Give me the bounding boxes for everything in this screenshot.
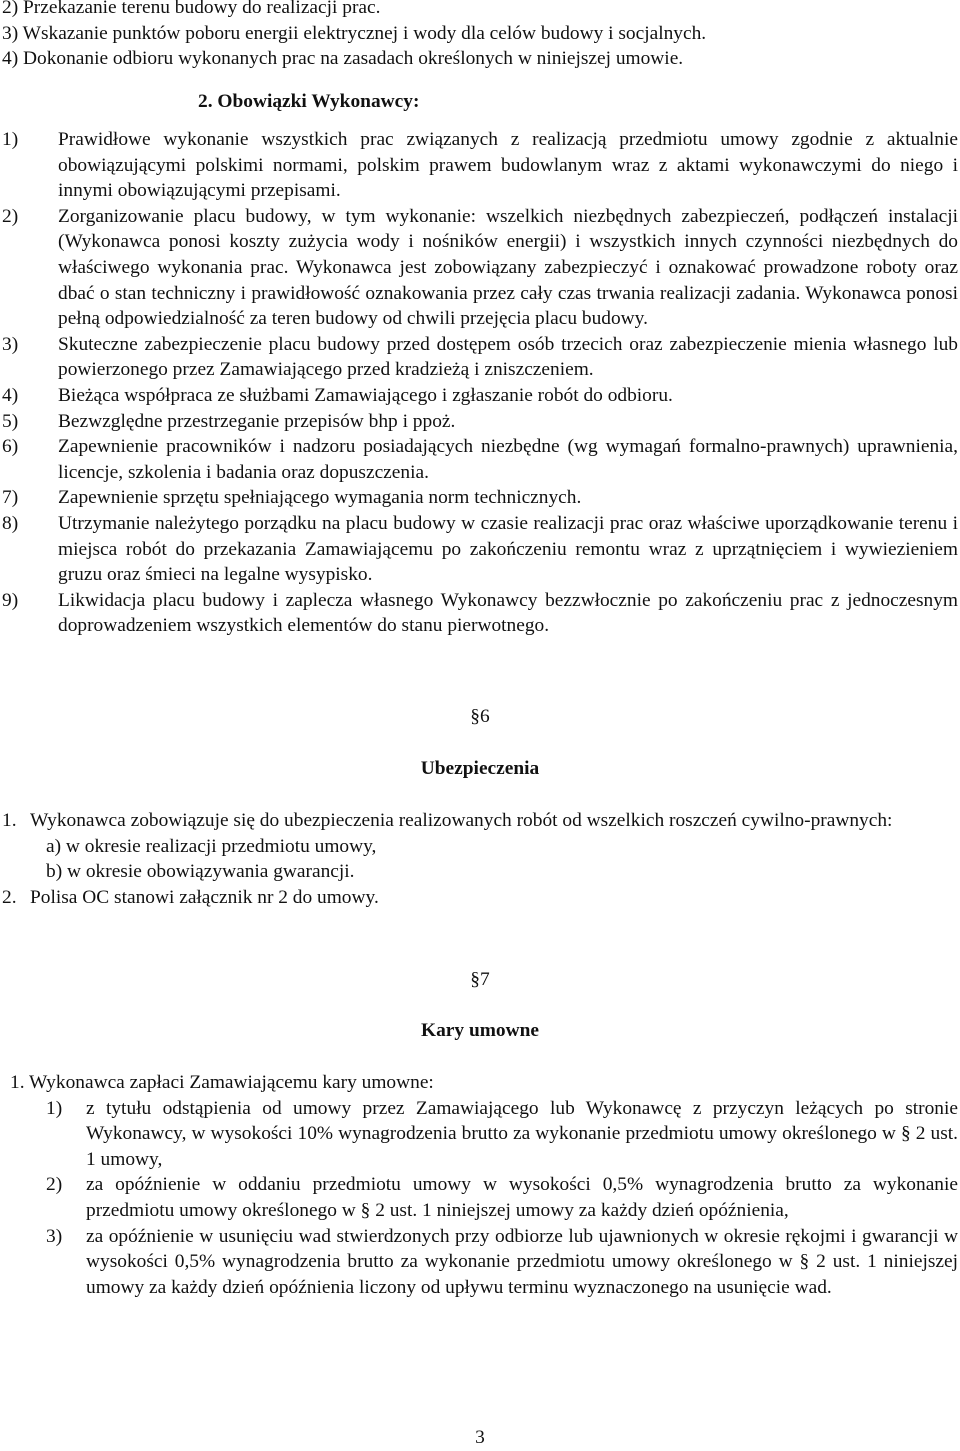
item-number: 4) xyxy=(2,384,19,406)
penalties-intro: 1. Wykonawca zapłaci Zamawiającemu kary umowne: xyxy=(10,1072,434,1093)
paragraph-7-symbol: §7 xyxy=(470,969,490,990)
page-number: 3 xyxy=(475,1427,485,1448)
item-text: Polisa OC stanowi załącznik nr 2 do umowy. xyxy=(30,886,379,908)
item-number: 7) xyxy=(2,487,19,509)
item-text: za opóźnienie w oddaniu przedmiotu umowy w wysokości 0,5% wynagrodzenia brutto za wykonanie przedmiotu umowy określonego w § 2 ust. 1 niniejszej umowy za każdy dzień opóźnienia, xyxy=(86,1174,958,1221)
top-item-2: 2) Przekazanie terenu budowy do realizacji prac. xyxy=(2,0,381,18)
item-number: 6) xyxy=(2,436,19,458)
item-text: Wykonawca zobowiązuje się do ubezpieczenia realizowanych robót od wszelkich roszczeń cywilno-prawnych: xyxy=(30,810,893,831)
item-number: 1) xyxy=(2,129,19,150)
item-text: Zapewnienie sprzętu spełniającego wymagania norm technicznych. xyxy=(58,487,582,509)
item-number: 8) xyxy=(2,512,19,534)
list-item xyxy=(2,127,958,204)
list-item xyxy=(2,332,958,383)
item-number: 3) xyxy=(2,333,19,355)
item-text: Prawidłowe wykonanie wszystkich prac związanych z realizacją przedmiotu umowy zgodnie z aktualnie obowiązującymi polskimi normami, polskim prawem budowlanym wraz z aktami wykonawczymi do niego i innymi obowiązującymi przepisami. xyxy=(58,129,958,202)
item-number: 1. xyxy=(2,810,17,831)
paragraph-7-title: Kary umowne xyxy=(421,1020,539,1041)
list-item xyxy=(2,434,958,485)
item-text: Utrzymanie należytego porządku na placu budowy w czasie realizacji prac oraz właściwe uporządkowanie terenu i miejsca robót do przekazania Zamawiającemu po zakończeniu remontu wraz z uprzątnięciem i wywiezieniem gruzu oraz śmieci na legalne wysypisko. xyxy=(58,512,958,586)
insurance-item-2 xyxy=(2,885,958,911)
penalties-section xyxy=(10,1070,958,1300)
insurance-sub-a: a) w okresie realizacji przedmiotu umowy, xyxy=(46,835,377,857)
list-item xyxy=(0,1096,958,1173)
list-item xyxy=(0,1172,958,1223)
item-number: 2) xyxy=(46,1174,63,1196)
duties-list xyxy=(2,127,958,639)
insurance-item-1 xyxy=(2,808,958,834)
section-heading: 2. Obowiązki Wykonawcy: xyxy=(198,91,420,112)
insurance-section xyxy=(2,808,958,910)
list-item xyxy=(0,1224,958,1301)
top-item-3: 3) Wskazanie punktów poboru energii elektrycznej i wody dla celów budowy i socjalnych. xyxy=(2,22,707,44)
item-text: Likwidacja placu budowy i zaplecza własnego Wykonawcy bezzwłocznie po zakończeniu prac z jednoczesnym doprowadzeniem wszystkich elementów do stanu pierwotnego. xyxy=(58,589,958,637)
list-item xyxy=(2,588,958,639)
paragraph-6-title: Ubezpieczenia xyxy=(420,758,540,779)
item-number: 1) xyxy=(46,1097,63,1119)
paragraph-6-symbol: §6 xyxy=(470,706,490,727)
item-number: 3) xyxy=(46,1225,63,1247)
list-item xyxy=(2,511,958,588)
item-number: 2) xyxy=(2,205,19,227)
top-item-4: 4) Dokonanie odbioru wykonanych prac na zasadach określonych w niniejszej umowie. xyxy=(2,48,684,70)
item-text: Bezwzględne przestrzeganie przepisów bhp i ppoż. xyxy=(58,410,456,432)
item-text: Skuteczne zabezpieczenie placu budowy przed dostępem osób trzecich oraz zabezpieczenie mienia własnego lub powierzonego przez Zamawiającego przed kradzieżą i zniszczeniem. xyxy=(58,333,958,381)
item-number: 2. xyxy=(2,886,17,908)
item-text: Zorganizowanie placu budowy, w tym wykonanie: wszelkich niezbędnych zabezpieczeń, podłączeń instalacji (Wykonawca ponosi koszty zużycia wody i nośników energii) i wszystkich innych czynności niezbędnych do właściwego wykonania prac. Wykonawca jest zobowiązany zabezpieczyć i oznakować prowadzone roboty oraz dbać o stan techniczny i prawidłowość oznakowania przez cały czas trwania realizacji zadania. Wykonawca ponosi pełną odpowiedzialność za teren budowy od chwili przejęcia placu budowy. xyxy=(58,205,958,330)
item-text: Bieżąca współpraca ze służbami Zamawiającego i zgłaszanie robót do odbioru. xyxy=(58,384,673,406)
list-item xyxy=(2,409,958,435)
list-item xyxy=(2,204,958,332)
top-list xyxy=(2,0,942,72)
item-number: 9) xyxy=(2,589,19,611)
item-number: 5) xyxy=(2,410,19,432)
list-item xyxy=(2,485,958,511)
item-text: za opóźnienie w usunięciu wad stwierdzonych przy odbiorze lub ujawnionych w okresie rękojmi i gwarancji w wysokości 0,5% wynagrodzenia brutto za wykonanie przedmiotu umowy określonego w § 2 ust. 1 niniejszej umowy za każdy dzień opóźnienia liczony od upływu terminu wyznaczonego na usunięcie wad. xyxy=(86,1225,958,1298)
item-text: z tytułu odstąpienia od umowy przez Zamawiającego lub Wykonawcę z przyczyn leżących po stronie Wykonawcy, w wysokości 10% wynagrodzenia brutto za wykonanie przedmiotu umowy określonego w § 2 ust. 1 umowy, xyxy=(86,1097,958,1170)
insurance-sub-b: b) w okresie obowiązywania gwarancji. xyxy=(46,861,355,883)
item-text: Zapewnienie pracowników i nadzoru posiadających niezbędne (wg wymagań formalno-prawnych) uprawnienia, licencje, szkolenia i badania oraz dopuszczenia. xyxy=(58,436,958,483)
penalties-list xyxy=(0,1096,958,1301)
list-item xyxy=(2,383,958,409)
